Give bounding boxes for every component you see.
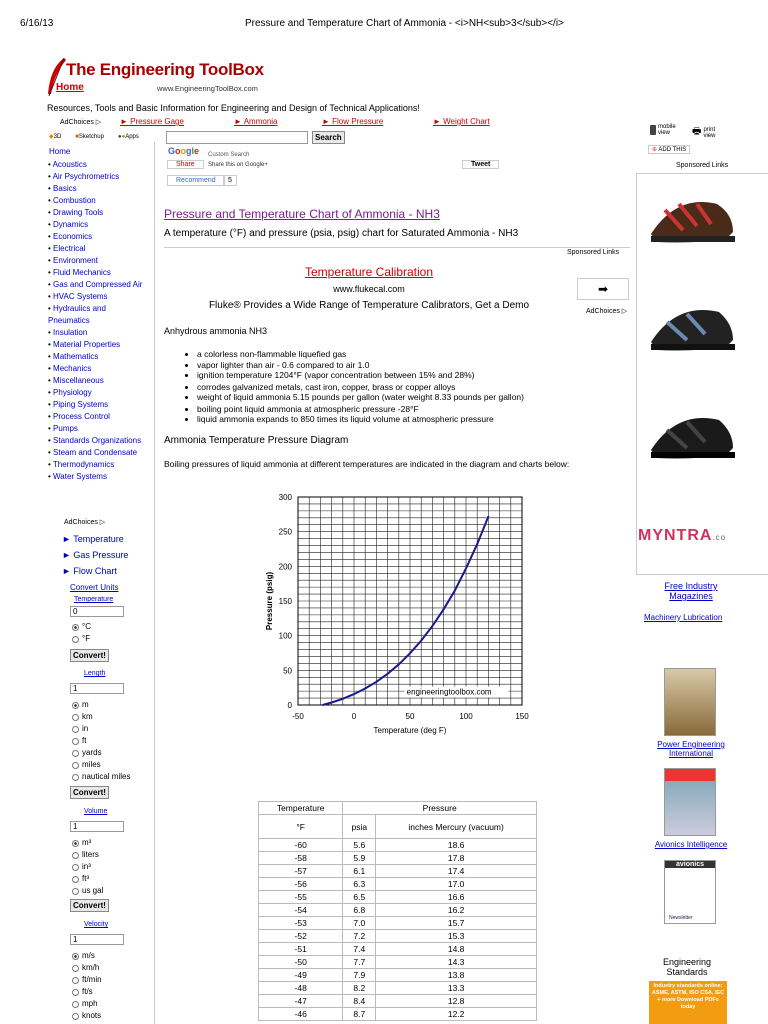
brand-logo[interactable]: MYNTRA.co: [638, 527, 727, 544]
mobile-view-link[interactable]: mobile view: [650, 124, 680, 136]
tweet-button[interactable]: Tweet: [462, 160, 499, 169]
sidebar-item-process-control[interactable]: • Process Control: [48, 411, 156, 423]
table-row: [259, 943, 537, 956]
volume-input[interactable]: [70, 821, 124, 832]
velocity-input[interactable]: [70, 934, 124, 945]
sidebar-item-mathematics[interactable]: • Mathematics: [48, 351, 156, 363]
table-row: [259, 969, 537, 982]
temperature-title[interactable]: Temperature: [74, 596, 114, 603]
table-row: [259, 1008, 537, 1021]
x-tick-label: 50: [405, 712, 415, 721]
sidebar-item-drawing-tools[interactable]: • Drawing Tools: [48, 207, 156, 219]
logo-subtitle: www.EngineeringToolBox.com: [157, 84, 258, 93]
power-eng-link[interactable]: Power Engineering International: [657, 740, 725, 758]
y-tick-label: 200: [278, 562, 292, 572]
y-tick-label: 100: [278, 631, 292, 641]
y-axis-label: Pressure (psig): [265, 571, 274, 631]
inhg-header: inches Mercury (vacuum): [376, 815, 537, 839]
table-cell: 16.2: [376, 904, 537, 917]
sandal-2-icon: [651, 310, 735, 351]
radio-length-0[interactable]: m: [72, 699, 130, 711]
sidebar-item-acoustics[interactable]: • Acoustics: [48, 159, 156, 171]
top-link-weight-chart[interactable]: ► Weight Chart: [433, 117, 490, 126]
diagram-text: Boiling pressures of liquid ammonia at different temperatures are indicated in the diagram and charts below:: [164, 459, 570, 469]
y-tick-label: 50: [283, 666, 292, 676]
data-point: [398, 664, 400, 666]
sidebar-item-miscellaneous[interactable]: • Miscellaneous: [48, 375, 156, 387]
table-cell: -56: [259, 878, 343, 891]
table-cell: 18.6: [376, 839, 537, 852]
radio-length-5[interactable]: miles: [72, 759, 130, 771]
fact-item: • weight of liquid ammonia 5.15 pounds per gallon (water weight 8.33 pounds per gallon): [197, 392, 637, 403]
velocity-options: [72, 950, 102, 1022]
table-cell: 6.3: [343, 878, 376, 891]
table-cell: -48: [259, 982, 343, 995]
data-point: [443, 609, 445, 611]
table-cell: 12.2: [376, 1008, 537, 1021]
data-point: [322, 704, 324, 706]
table-cell: 16.6: [376, 891, 537, 904]
machinery-lubrication-link[interactable]: Machinery Lubrication: [644, 613, 723, 622]
ad-link-flow-chart[interactable]: ► Flow Chart: [62, 566, 117, 576]
radio-velocity-3[interactable]: ft/s: [72, 986, 102, 998]
table-cell: 6.1: [343, 865, 376, 878]
radio-volume-2[interactable]: in³: [72, 861, 103, 873]
table-cell: -54: [259, 904, 343, 917]
watermark-text: engineeringtoolbox.com: [406, 687, 492, 697]
length-convert-button[interactable]: Convert!: [70, 786, 109, 799]
google-logo: Google: [168, 146, 200, 156]
home-link[interactable]: Home: [56, 82, 84, 93]
free-magazines-link[interactable]: Free Industry Magazines: [664, 581, 718, 601]
convert-units-link[interactable]: Convert Units: [70, 583, 119, 592]
power-eng-magazine-cover[interactable]: [664, 668, 716, 736]
data-point: [476, 543, 478, 545]
pressure-curve: [323, 516, 489, 705]
temperature-header: Temperature: [259, 802, 343, 815]
avionics-logo: avionics: [665, 861, 715, 868]
volume-convert-button[interactable]: Convert!: [70, 899, 109, 912]
x-tick-label: -50: [292, 712, 304, 721]
recommend-count: 5: [223, 175, 237, 186]
radio-volume-3[interactable]: ft³: [72, 873, 103, 885]
fact-item: • boiling point liquid ammonia at atmospheric pressure -28°F: [197, 404, 637, 415]
table-row: [259, 930, 537, 943]
table-cell: -50: [259, 956, 343, 969]
table-cell: 17.4: [376, 865, 537, 878]
radio-length-1[interactable]: km: [72, 711, 130, 723]
table-cell: 8.4: [343, 995, 376, 1008]
table-row: [259, 917, 537, 930]
radio-velocity-5[interactable]: knots: [72, 1010, 102, 1022]
y-tick-label: 250: [278, 527, 292, 537]
table-cell: 7.0: [343, 917, 376, 930]
temperature-convert-button[interactable]: Convert!: [70, 649, 109, 662]
table-row: [259, 995, 537, 1008]
sidebar-item-material-properties[interactable]: • Material Properties: [48, 339, 156, 351]
table-cell: -51: [259, 943, 343, 956]
table-cell: 13.3: [376, 982, 537, 995]
sidebar-nav: [48, 159, 156, 483]
table-row: [259, 956, 537, 969]
print-title: Pressure and Temperature Chart of Ammonia - <i>NH<sub>3</sub></i>: [245, 18, 564, 29]
ammonia-facts-list: [163, 349, 637, 425]
table-row: [259, 878, 537, 891]
adchoices-main[interactable]: AdChoices ▷: [586, 308, 628, 315]
page-subtitle: A temperature (°F) and pressure (psia, psig) chart for Saturated Ammonia - NH3: [164, 228, 519, 239]
print-view-link[interactable]: 🖶 print view: [692, 124, 725, 141]
search-button[interactable]: Search: [312, 131, 345, 144]
fact-item: • a colorless non-flammable liquefied gas: [197, 349, 637, 360]
x-axis-label: Temperature (deg F): [373, 726, 447, 735]
table-cell: -53: [259, 917, 343, 930]
table-cell: 8.7: [343, 1008, 376, 1021]
sidebar-item-environment[interactable]: • Environment: [48, 255, 156, 267]
standards-ad[interactable]: Industry standards online: ASME, ASTM, ISO CSA, IEC + more Download PDFs today: [649, 981, 727, 1024]
data-point: [409, 653, 411, 655]
psia-header: psia: [343, 815, 376, 839]
data-point: [420, 640, 422, 642]
3d-icon[interactable]: ◆3D: [49, 134, 62, 140]
adchoices-top[interactable]: AdChoices ▷: [60, 119, 102, 126]
table-row: [259, 982, 537, 995]
table-cell: 7.2: [343, 930, 376, 943]
table-cell: 5.9: [343, 852, 376, 865]
avionics-newsletter[interactable]: avionics Newsletter: [664, 860, 716, 924]
length-input[interactable]: [70, 683, 124, 694]
sidebar-item-basics[interactable]: • Basics: [48, 183, 156, 195]
tagline: Resources, Tools and Basic Information for Engineering and Design of Technical Applications!: [47, 103, 420, 113]
ad-title[interactable]: Temperature Calibration: [304, 265, 434, 279]
radio-volume-0[interactable]: m³: [72, 837, 103, 849]
fact-item: • ignition temperature 1204°F (vapor concentration between 15% and 28%): [197, 370, 637, 381]
add-this-button[interactable]: ⊕ ADD THIS: [648, 145, 690, 154]
data-point: [454, 590, 456, 592]
y-tick-label: 0: [287, 701, 292, 710]
velocity-title[interactable]: Velocity: [84, 921, 109, 928]
mobile-icon: [650, 125, 656, 135]
top-link-pressure-gage[interactable]: ► Pressure Gage: [120, 117, 184, 126]
radio-volume-1[interactable]: liters: [72, 849, 103, 861]
x-tick-label: 0: [351, 712, 357, 721]
volume-options: [72, 837, 103, 897]
engineering-standards-heading: Engineering Standards: [662, 957, 712, 977]
table-cell: 7.9: [343, 969, 376, 982]
pei-magazine-cover[interactable]: [664, 768, 716, 836]
page-title: Pressure and Temperature Chart of Ammonia - NH3: [164, 207, 440, 221]
y-tick-label: 300: [278, 493, 292, 502]
length-title[interactable]: Length: [84, 670, 106, 677]
radio-length-3[interactable]: ft: [72, 735, 130, 747]
table-cell: 15.7: [376, 917, 537, 930]
radio-length-6[interactable]: nautical miles: [72, 771, 130, 783]
radio-volume-4[interactable]: us gal: [72, 885, 103, 897]
table-row: [259, 865, 537, 878]
table-cell: 17.8: [376, 852, 537, 865]
table-cell: 7.7: [343, 956, 376, 969]
recommend-button[interactable]: Recommend: [167, 175, 225, 186]
icons-row: [49, 133, 139, 140]
data-point: [331, 702, 333, 704]
ad-text: Fluke® Provides a Wide Range of Temperature Calibrators, Get a Demo: [208, 300, 530, 311]
pressure-temperature-chart: [255, 485, 545, 745]
radio-celsius[interactable]: °C: [72, 621, 91, 633]
sidebar-item-water-systems[interactable]: • Water Systems: [48, 471, 156, 483]
apps-icon[interactable]: ●●Apps: [117, 133, 139, 140]
table-cell: 8.2: [343, 982, 376, 995]
radio-fahrenheit[interactable]: °F: [72, 633, 91, 645]
pressure-header: Pressure: [343, 802, 537, 815]
x-tick-label: 100: [459, 712, 473, 721]
table-cell: 14.8: [376, 943, 537, 956]
x-tick-label: 150: [515, 712, 529, 721]
sponsored-links-right: Sponsored Links: [676, 162, 729, 169]
fact-item: • corrodes galvanized metals, cast iron, copper, brass or copper alloys: [197, 382, 637, 393]
y-tick-label: 150: [278, 597, 292, 606]
sidebar-item-piping-systems[interactable]: • Piping Systems: [48, 399, 156, 411]
sidebar-item-fluid-mechanics[interactable]: • Fluid Mechanics: [48, 267, 156, 279]
sidebar-item-hydraulics-and-pneumatics[interactable]: • Hydraulics and Pneumatics: [48, 303, 128, 327]
data-point: [353, 693, 355, 695]
length-options: [72, 699, 130, 783]
table-cell: -57: [259, 865, 343, 878]
data-point: [376, 681, 378, 683]
table-row: [259, 904, 537, 917]
printer-icon: 🖶: [692, 126, 702, 137]
data-point: [465, 568, 467, 570]
ad-link-gas-pressure[interactable]: ► Gas Pressure: [62, 550, 129, 560]
sandal-3-icon: [651, 418, 735, 459]
sidebar-item-thermodynamics[interactable]: • Thermodynamics: [48, 459, 156, 471]
table-cell: 17.0: [376, 878, 537, 891]
sidebar-home[interactable]: Home: [49, 147, 71, 156]
top-link-flow-pressure[interactable]: ► Flow Pressure: [322, 117, 384, 126]
diagram-heading: Ammonia Temperature Pressure Diagram: [164, 435, 349, 446]
table-cell: 6.5: [343, 891, 376, 904]
table-row: [259, 852, 537, 865]
data-point: [387, 673, 389, 675]
sidebar-item-pumps[interactable]: • Pumps: [48, 423, 156, 435]
data-point: [488, 516, 490, 518]
table-cell: 7.4: [343, 943, 376, 956]
top-link-ammonia[interactable]: ► Ammonia: [234, 117, 278, 126]
sandal-1-icon: [651, 202, 735, 243]
data-point: [342, 698, 344, 700]
sidebar-item-hvac-systems[interactable]: • HVAC Systems: [48, 291, 156, 303]
share-button[interactable]: Share: [167, 160, 204, 169]
avionics-link[interactable]: Avionics Intelligence: [654, 840, 728, 849]
temperature-input[interactable]: [70, 606, 124, 617]
temperature-options: [72, 621, 91, 645]
unit-f-header: °F: [259, 815, 343, 839]
sidebar-item-combustion[interactable]: • Combustion: [48, 195, 156, 207]
sidebar-item-gas-and-compressed-air[interactable]: • Gas and Compressed Air: [48, 279, 156, 291]
sidebar-item-air-psychrometrics[interactable]: • Air Psychrometrics: [48, 171, 156, 183]
adchoices-sidebar[interactable]: AdChoices ▷: [64, 519, 106, 526]
ad-arrow-button[interactable]: ➡: [577, 278, 629, 300]
print-date: 6/16/13: [20, 18, 54, 29]
logo-text[interactable]: The Engineering ToolBox: [66, 60, 264, 79]
table-cell: -49: [259, 969, 343, 982]
data-point: [432, 625, 434, 627]
sidebar-item-mechanics[interactable]: • Mechanics: [48, 363, 156, 375]
ad-url[interactable]: www.flukecal.com: [333, 284, 405, 294]
radio-length-2[interactable]: in: [72, 723, 130, 735]
sidebar-item-physiology[interactable]: • Physiology: [48, 387, 156, 399]
pressure-table: [258, 801, 537, 1021]
table-cell: 15.3: [376, 930, 537, 943]
radio-velocity-0[interactable]: m/s: [72, 950, 102, 962]
fact-item: • vapor lighter than air - 0.6 compared to air 1.0: [197, 360, 637, 371]
table-cell: -60: [259, 839, 343, 852]
table-cell: 5.6: [343, 839, 376, 852]
table-cell: 13.8: [376, 969, 537, 982]
site-logo[interactable]: [46, 56, 68, 103]
volume-title[interactable]: Volume: [84, 808, 108, 815]
fact-item: • liquid ammonia expands to 850 times its liquid volume at atmospheric pressure: [197, 414, 637, 425]
shoe-ad[interactable]: [636, 173, 768, 575]
sponsored-links-main: Sponsored Links: [567, 249, 620, 256]
ad-link-temperature[interactable]: ► Temperature: [62, 534, 124, 544]
intro-text: Anhydrous ammonia NH3: [164, 326, 268, 336]
sidebar-item-steam-and-condensate[interactable]: • Steam and Condensate: [48, 447, 156, 459]
table-cell: -52: [259, 930, 343, 943]
table-cell: -46: [259, 1008, 343, 1021]
radio-velocity-4[interactable]: mph: [72, 998, 102, 1010]
table-cell: -47: [259, 995, 343, 1008]
sidebar-item-insulation[interactable]: • Insulation: [48, 327, 156, 339]
table-cell: 6.8: [343, 904, 376, 917]
data-point: [364, 688, 366, 690]
table-cell: 14.3: [376, 956, 537, 969]
table-cell: -58: [259, 852, 343, 865]
sketchup-icon[interactable]: ■Sketchup: [75, 133, 104, 140]
search-input[interactable]: [166, 131, 308, 144]
sidebar-item-economics[interactable]: • Economics: [48, 231, 156, 243]
sidebar-item-electrical[interactable]: • Electrical: [48, 243, 156, 255]
radio-length-4[interactable]: yards: [72, 747, 130, 759]
sidebar-item-dynamics[interactable]: • Dynamics: [48, 219, 156, 231]
radio-velocity-1[interactable]: km/h: [72, 962, 102, 974]
sidebar-item-standards-organizations[interactable]: • Standards Organizations: [48, 435, 156, 447]
table-cell: -55: [259, 891, 343, 904]
table-row: [259, 891, 537, 904]
table-row: [259, 839, 537, 852]
table-cell: 12.8: [376, 995, 537, 1008]
radio-velocity-2[interactable]: ft/min: [72, 974, 102, 986]
divider: [164, 247, 630, 248]
custom-search-label: Custom Search: [208, 152, 250, 158]
share-google-text: Share this on Google+: [208, 162, 268, 168]
